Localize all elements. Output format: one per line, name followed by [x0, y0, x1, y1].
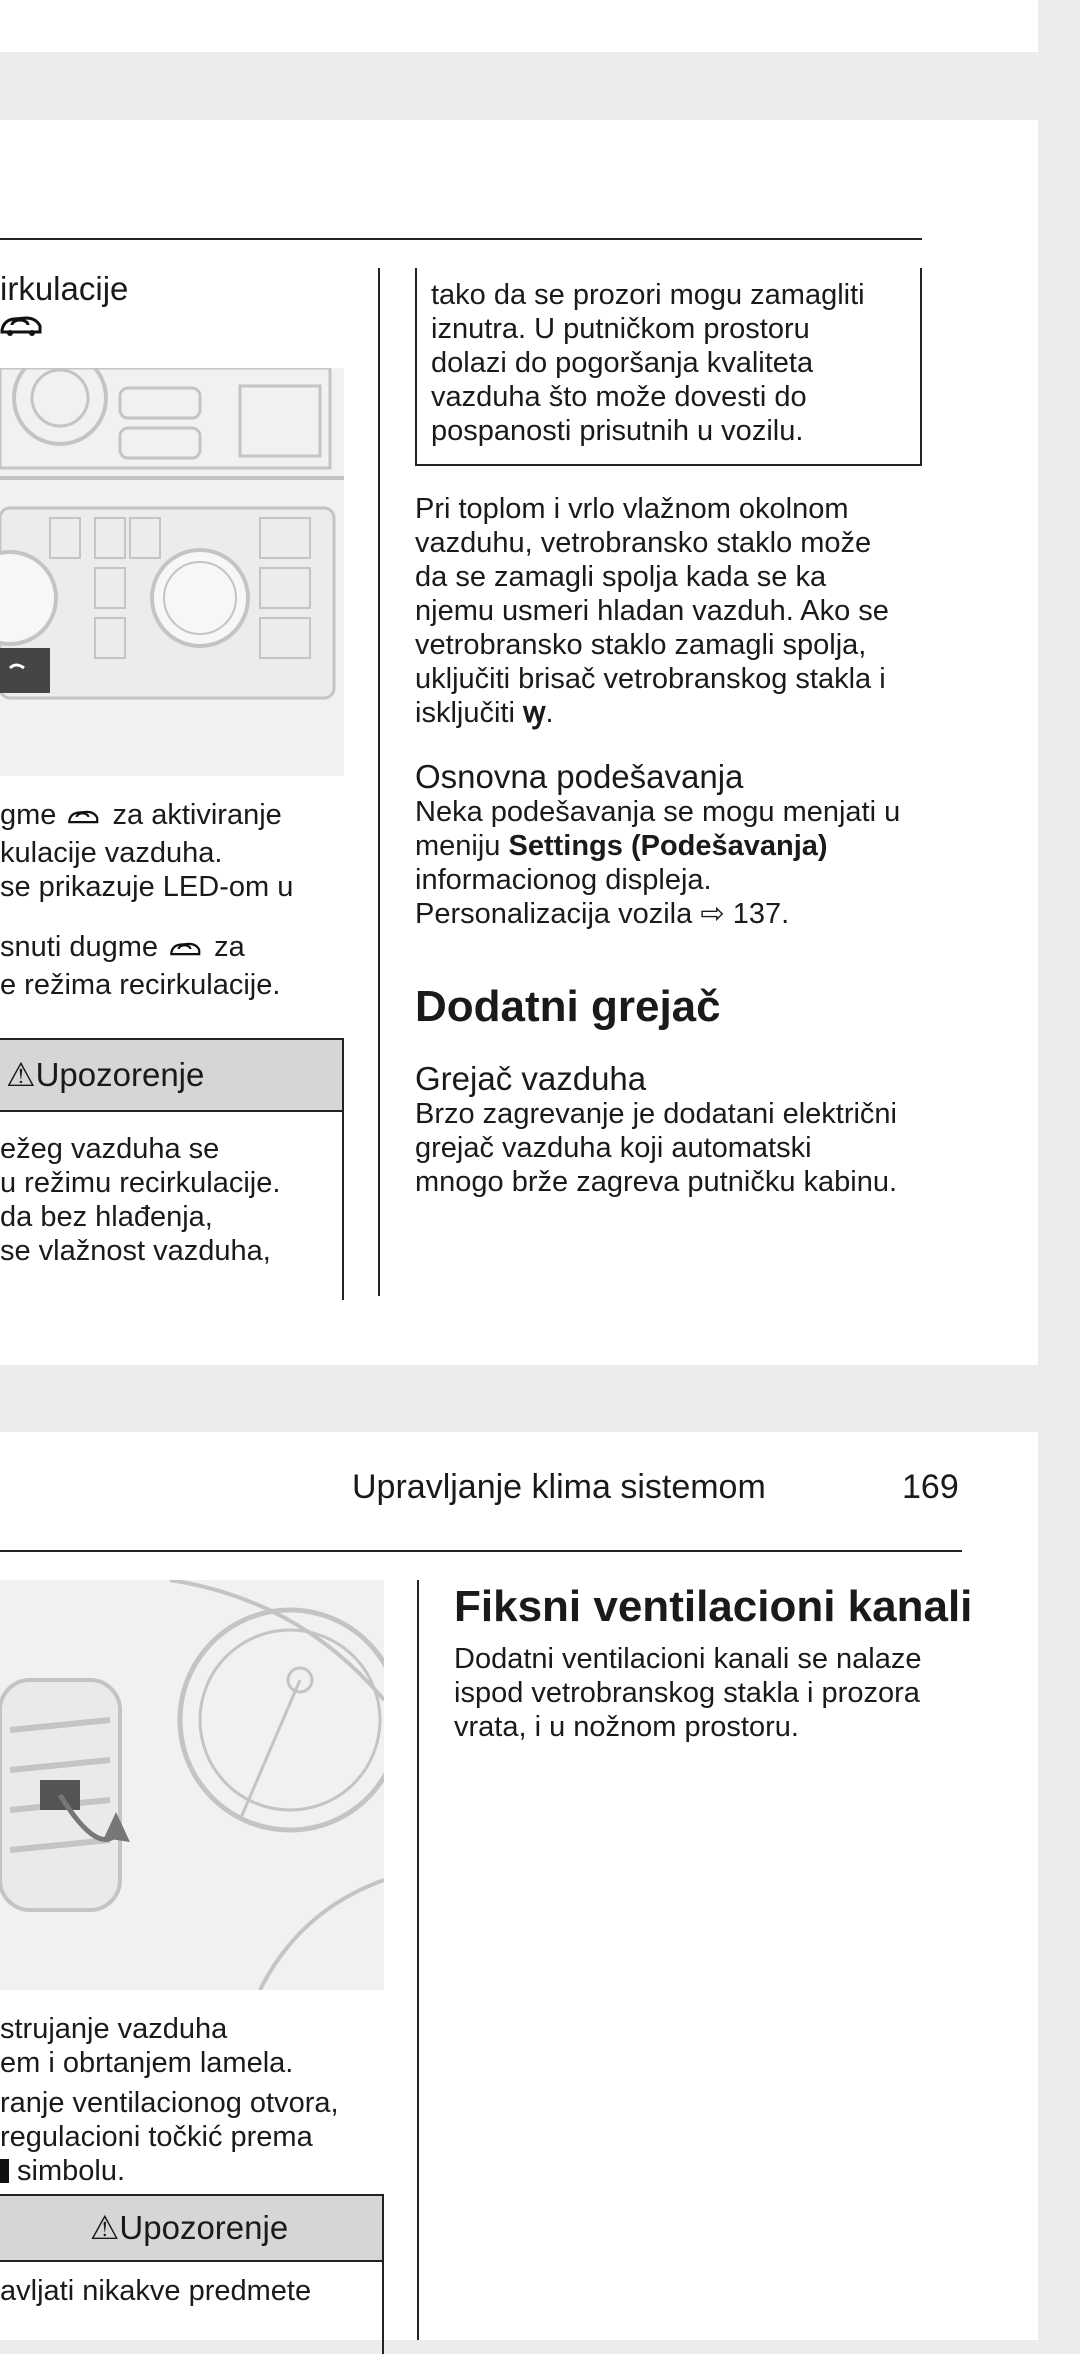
- warning-header-2: ⚠Upozorenje: [0, 2196, 382, 2262]
- warning-triangle-icon-2: ⚠: [89, 2209, 120, 2246]
- recirculation-icon-2: [166, 934, 206, 968]
- warning-triangle-icon: ⚠: [6, 1056, 36, 1093]
- recirculation-heading-icon: [0, 310, 44, 345]
- warning-continuation-text: tako da se prozori mogu zamagliti iznutra. U putničkom prostoru dolazi do pogoršanja kvaliteta vazduha što može dovesti do pospanosti prisutnih u vozilu.: [431, 279, 865, 447]
- manual-page-2: [0, 1432, 1038, 2340]
- vent-closed-symbol-icon: [0, 2159, 9, 2183]
- recirculation-heading: irkulacije: [0, 270, 129, 307]
- column-divider-2: [417, 1580, 419, 2340]
- manual-page-1: [0, 120, 1038, 1365]
- warning-box-vent: [0, 2194, 384, 2354]
- warning-header: ⚠Upozorenje: [0, 1040, 342, 1112]
- grejac-vazduha-heading: Grejač vazduha: [415, 1060, 647, 1097]
- chapter-header-title: Upravljanje klima sistemom: [352, 1468, 766, 1506]
- header-rule: [0, 238, 922, 240]
- grejac-paragraph: Brzo zagrevanje je dodatani električni grejač vazduha koji automatski mnogo brže zagreva putničku kabinu.: [415, 1098, 898, 1198]
- warning-text: ežeg vazduha se u režimu recirkulacije. da bez hlađenja, se vlažnost vazduha,: [0, 1133, 281, 1267]
- fiksni-kanali-paragraph: Dodatni ventilacioni kanali se nalaze ispod vetrobranskog stakla i prozora vrata, i u nožnom prostoru.: [454, 1643, 922, 1743]
- page-reference-link[interactable]: 137.: [732, 898, 790, 930]
- recirc-para-1: gme za aktiviranje kulacije vazduha. se prikazuje LED-om u: [0, 799, 294, 903]
- humidity-paragraph: Pri toplom i vrlo vlažnom okolnom vazduhu, vetrobransko staklo može da se zamagli spolja kada se ka njemu usmeri hladan vazduh. Ako se vetrobransko staklo zamagli spolja, uključiti brisač vetrobranskog stakla i isključiti ꝡ.: [415, 493, 889, 729]
- page-number: 169: [902, 1468, 959, 1506]
- warning-text-2: avljati nikakve predmete: [0, 2275, 312, 2307]
- recirc-para-2: snuti dugme za e režima recirkulacije.: [0, 931, 281, 1001]
- vent-para-2: ranje ventilacionog otvora, regulacioni točkić prema simbolu.: [0, 2087, 339, 2187]
- recirculation-icon: [64, 802, 104, 836]
- arrow-reference-icon: ⇨: [700, 898, 725, 930]
- dodatni-grejac-title: Dodatni grejač: [415, 982, 721, 1031]
- windscreen-defrost-icon: ꝡ: [522, 697, 546, 729]
- fiksni-kanali-title: Fiksni ventilacioni kanali: [454, 1582, 973, 1631]
- vent-para-1: strujanje vazduha em i obrtanjem lamela.: [0, 2013, 294, 2079]
- page-top-sliver: [0, 0, 1038, 52]
- column-divider: [378, 268, 380, 1296]
- warning-continuation-box: [415, 268, 922, 466]
- osnovna-heading: Osnovna podešavanja: [415, 758, 744, 795]
- osnovna-paragraph: Neka podešavanja se mogu menjati u meniju Settings (Podešavanja) informacionog displeja. Personalizacija vozila ⇨ 137.: [415, 796, 901, 930]
- header-rule-2: [0, 1550, 962, 1552]
- climate-control-panel-image: [0, 368, 344, 776]
- air-vent-image: [0, 1580, 384, 1990]
- warning-box-recirculation: [0, 1038, 344, 1300]
